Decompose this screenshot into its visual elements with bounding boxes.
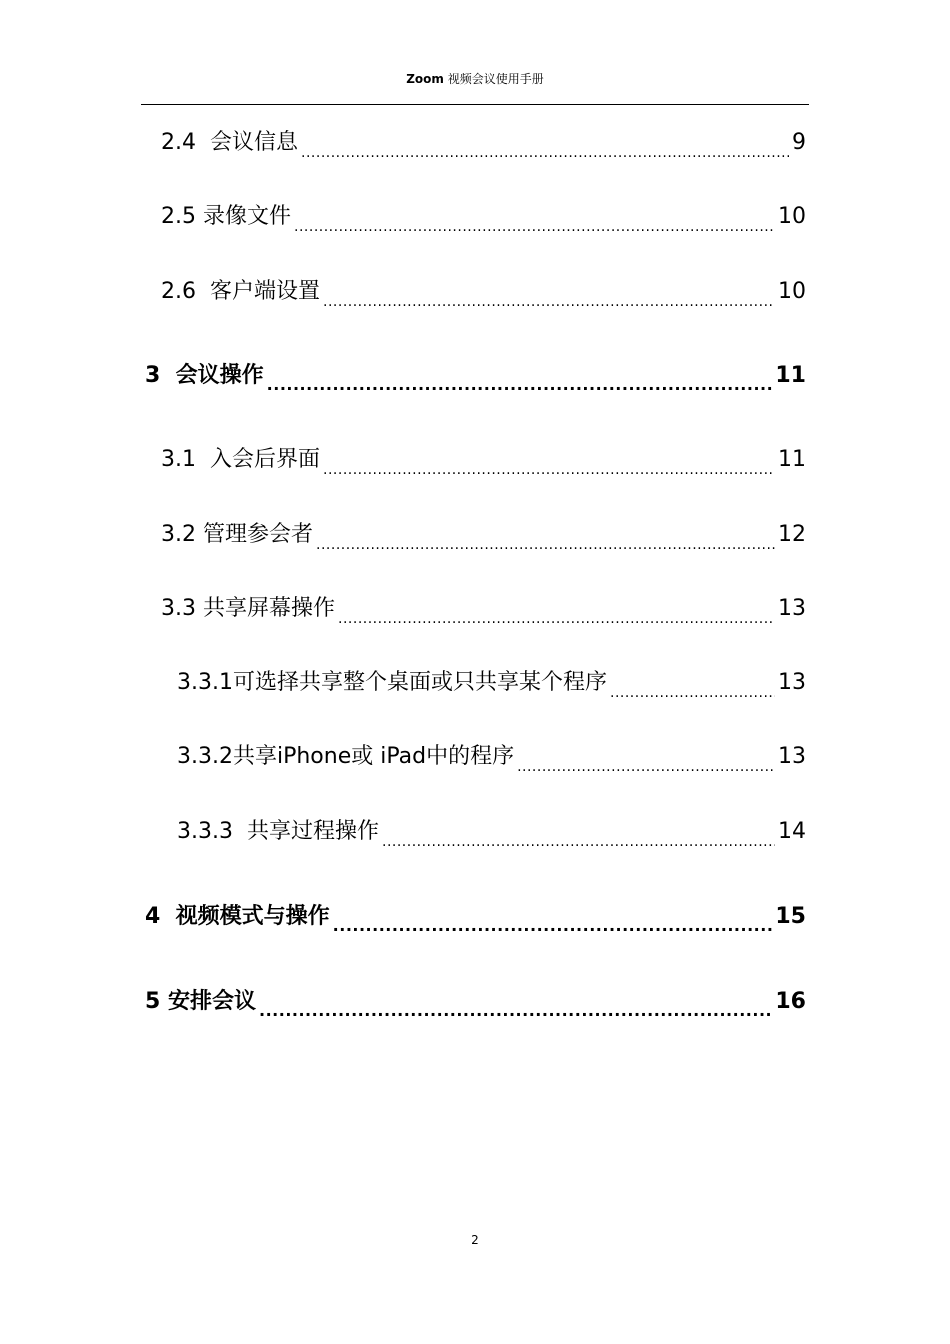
toc-leader — [267, 365, 773, 393]
toc-entry-title: 2.6 客户端设置 — [161, 279, 321, 304]
toc-entry-5[interactable] — [145, 985, 806, 1019]
toc-entry-title: 4 视频模式与操作 — [145, 904, 330, 929]
toc-entry-title: 5 安排会议 — [145, 989, 256, 1014]
toc-entry-page: 14 — [778, 819, 806, 844]
toc-entry-2-6[interactable] — [161, 275, 806, 309]
toc-leader — [323, 281, 775, 309]
toc-entry-title: 3.3.2共享iPhone或 iPad中的程序 — [177, 744, 515, 769]
toc-entry-title: 2.4 会议信息 — [161, 130, 299, 155]
toc-entry-page: 10 — [778, 204, 806, 229]
toc-entry-3-3-1[interactable] — [177, 666, 806, 700]
toc-entry-2-5[interactable] — [161, 200, 806, 234]
toc-entry-3-3-3[interactable] — [177, 815, 806, 849]
toc-entry-title: 3.3.1可选择共享整个桌面或只共享某个程序 — [177, 670, 607, 695]
toc-entry-title: 3.3 共享屏幕操作 — [161, 596, 336, 621]
toc-leader — [301, 132, 789, 160]
toc-entry-page: 9 — [792, 130, 806, 155]
toc-entry-title: 3.2 管理参会者 — [161, 522, 314, 547]
toc-entry-page: 15 — [775, 904, 806, 929]
toc-entry-page: 13 — [778, 670, 806, 695]
toc-entry-page: 11 — [775, 363, 806, 388]
toc-entry-page: 13 — [778, 596, 806, 621]
toc-entry-3-2[interactable] — [161, 518, 806, 552]
toc-leader — [382, 821, 775, 849]
toc-entry-3[interactable] — [145, 359, 806, 393]
toc-entry-3-3-2[interactable] — [177, 740, 806, 774]
toc-leader — [316, 524, 775, 552]
toc-entry-3-1[interactable] — [161, 443, 806, 477]
toc-leader — [333, 906, 773, 934]
header-title: 视频会议使用手册 — [447, 72, 544, 86]
toc-entry-title: 3.1 入会后界面 — [161, 447, 321, 472]
toc-leader — [517, 746, 775, 774]
toc-entry-page: 11 — [778, 447, 806, 472]
toc-entry-page: 10 — [778, 279, 806, 304]
toc-leader — [338, 598, 775, 626]
toc-leader — [323, 449, 775, 477]
toc-entry-page: 16 — [775, 989, 806, 1014]
header-brand: Zoom — [406, 72, 444, 86]
toc-entry-page: 13 — [778, 744, 806, 769]
toc-leader — [610, 672, 775, 700]
toc-entry-3-3[interactable] — [161, 592, 806, 626]
toc-entry-title: 3 会议操作 — [145, 363, 264, 388]
toc-entry-page: 12 — [778, 522, 806, 547]
toc-entry-2-4[interactable] — [161, 126, 806, 160]
toc-entry-4[interactable] — [145, 900, 806, 934]
toc-leader — [259, 991, 772, 1019]
page-number: 2 — [471, 1233, 479, 1247]
toc-entry-title: 3.3.3 共享过程操作 — [177, 819, 379, 844]
toc-leader — [294, 206, 775, 234]
toc-entry-title: 2.5 录像文件 — [161, 204, 292, 229]
